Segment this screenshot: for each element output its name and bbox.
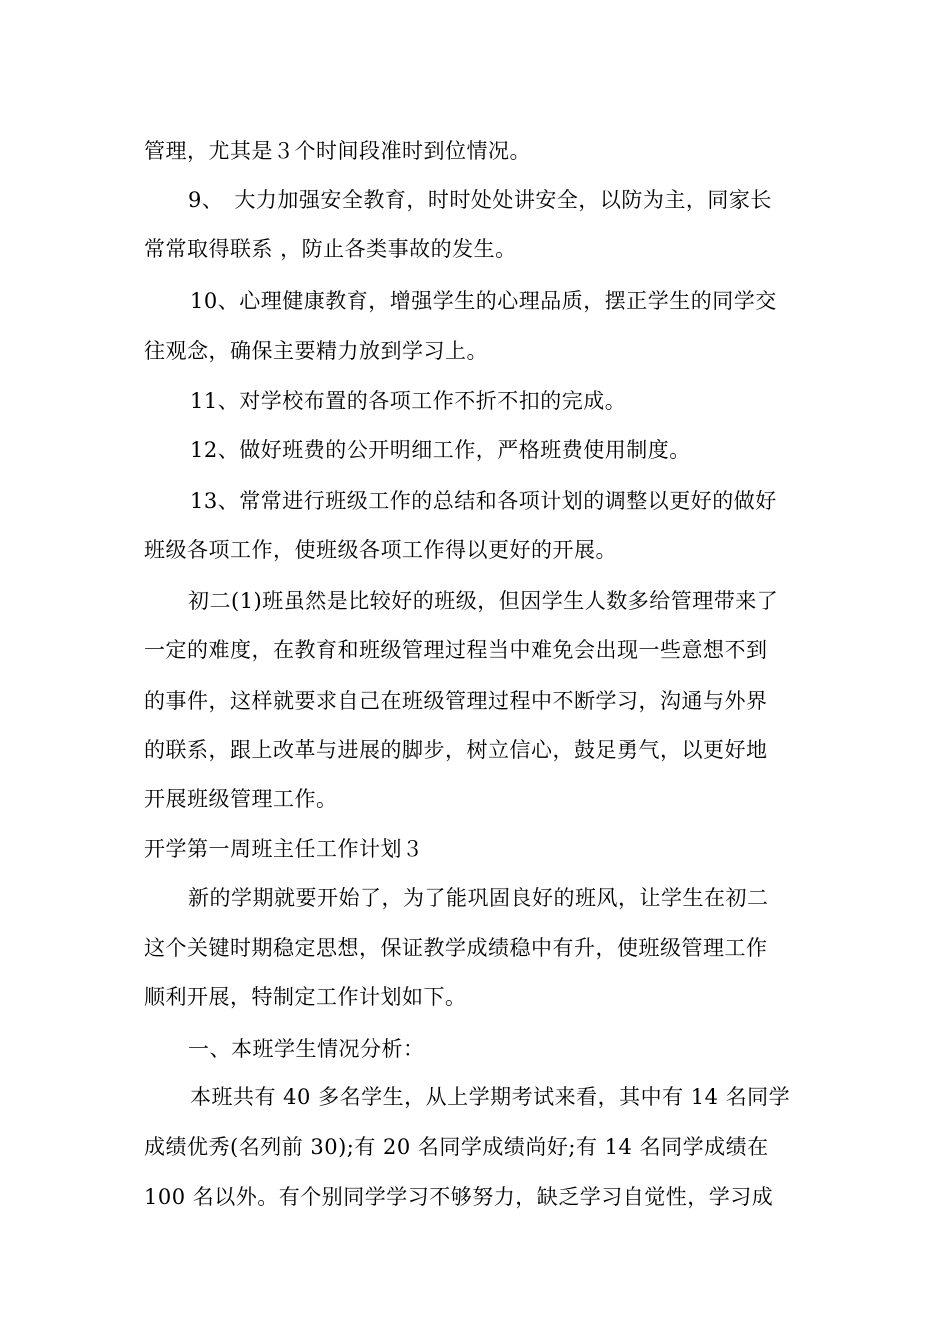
text-line: 班级各项工作，使班级各项工作得以更好的开展。 [144,538,617,562]
paragraph-line: 本班共有 40 多名学生，从上学期考试来看，其中有 14 名同学 [190,1085,791,1109]
paragraph-line: 这个关键时期稳定思想，保证教学成绩稳中有升，使班级管理工作 [144,936,768,960]
paragraph-line: 100 名以外。有个别同学学习不够努力，缺乏学习自觉性，学习成 [144,1185,774,1209]
paragraph-line: 的联系，跟上改革与进展的脚步，树立信心，鼓足勇气，以更好地 [144,738,768,762]
text-line: 常常取得联系 ，防止各类事故的发生。 [144,237,517,261]
paragraph-line: 新的学期就要开始了，为了能巩固良好的班风，让学生在初二 [188,886,769,910]
paragraph-line: 开展班级管理工作。 [144,787,338,811]
subheading: 一、本班学生情况分析： [188,1037,425,1061]
paragraph-line: 顺利开展，特制定工作计划如下。 [144,985,467,1009]
paragraph-line: 初二(1)班虽然是比较好的班级，但因学生人数多给管理带来了 [188,589,779,613]
list-item-11: 11、对学校布置的各项工作不折不扣的完成。 [190,389,627,413]
list-item-10: 10、心理健康教育，增强学生的心理品质，摆正学生的同学交 [190,289,777,313]
section-heading: 开学第一周班主任工作计划３ [144,837,424,861]
paragraph-line: 的事件，这样就要求自己在班级管理过程中不断学习，沟通与外界 [144,689,768,713]
text-line: 管理，尤其是３个时间段准时到位情况。 [144,139,531,163]
list-item-12: 12、做好班费的公开明细工作，严格班费使用制度。 [190,438,691,462]
paragraph-line: 一定的难度，在教育和班级管理过程当中难免会出现一些意想不到 [144,638,768,662]
text-line: 往观念，确保主要精力放到学习上。 [144,339,488,363]
paragraph-line: 成绩优秀(名列前 30);有 20 名同学成绩尚好;有 14 名同学成绩在 [144,1135,769,1159]
list-item-9: 9、 大力加强安全教育，时时处处讲安全，以防为主，同家长 [188,188,772,212]
list-item-13: 13、常常进行班级工作的总结和各项计划的调整以更好的做好 [190,489,777,513]
